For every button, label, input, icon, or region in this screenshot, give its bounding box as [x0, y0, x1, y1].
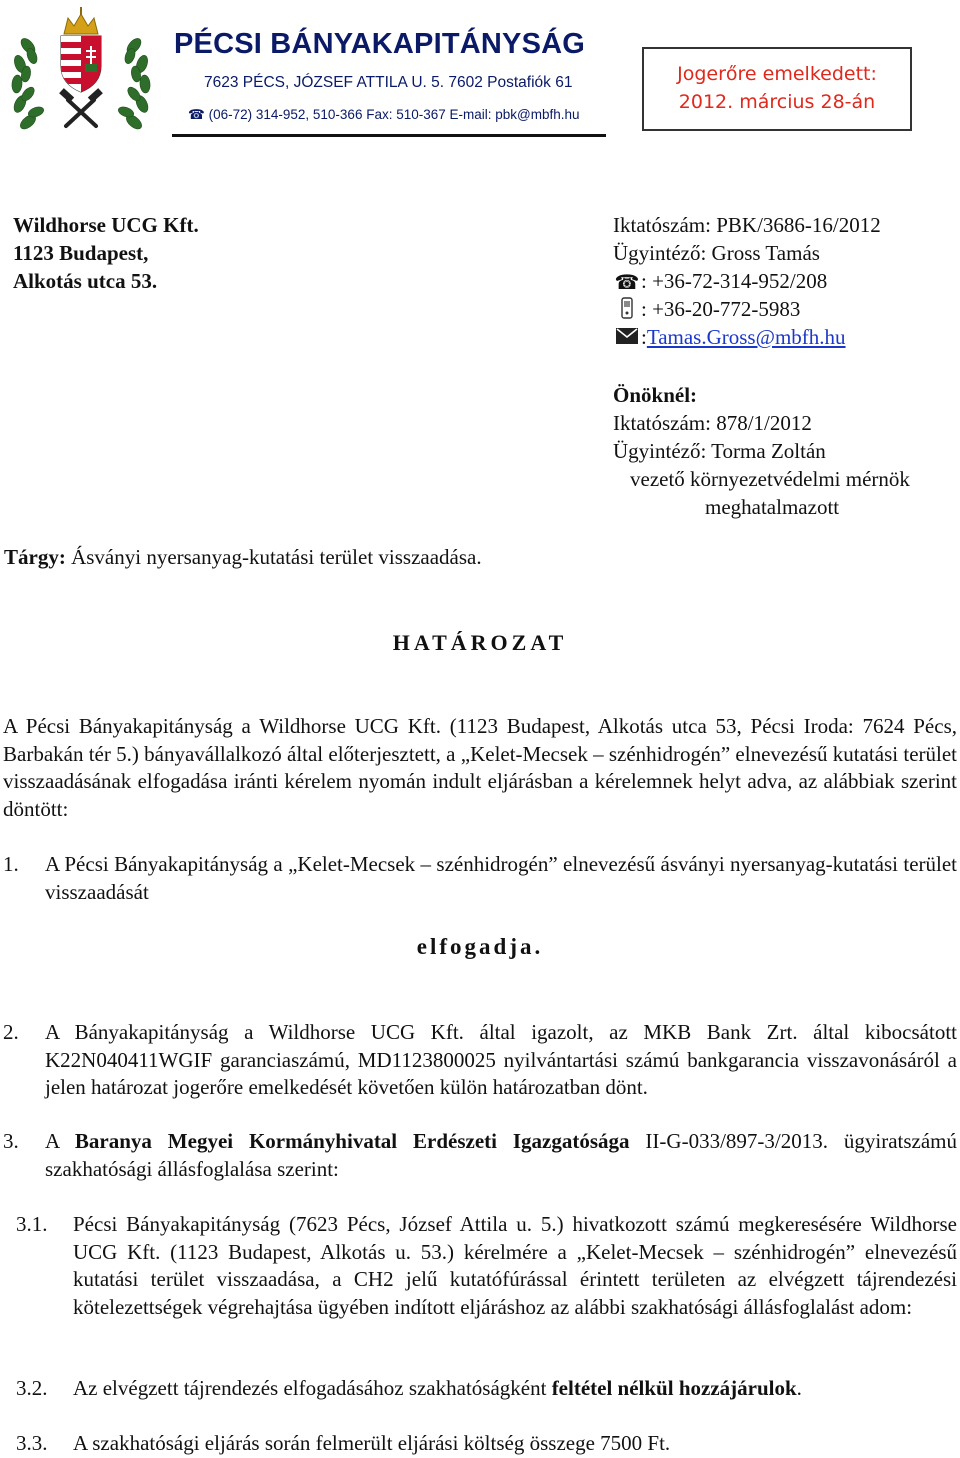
subject-line	[4, 545, 482, 570]
decision-item-3-2	[16, 1375, 957, 1403]
header-rule	[172, 134, 606, 137]
reference-email-prefix: :	[641, 325, 647, 349]
organization-name: PÉCSI BÁNYAKAPITÁNYSÁG	[174, 28, 586, 60]
reference-file-number: Iktatószám: PBK/3686-16/2012	[613, 213, 881, 237]
item-text-pre: Az elvégzett tájrendezés elfogadásához szakhatóságként	[73, 1376, 552, 1400]
item-number: 3.3.	[16, 1431, 48, 1455]
reference-email-link[interactable]: Tamas.Gross@mbfh.hu	[646, 325, 846, 349]
accepts-verdict: elfogadja.	[416, 934, 544, 959]
item-number: 2.	[3, 1020, 19, 1044]
their-reference-officer: Ügyintéző: Torma Zoltán	[613, 439, 826, 463]
reference-mobile-row	[613, 295, 881, 323]
phone-icon: ☎	[188, 107, 205, 122]
recipient-name: Wildhorse UCG Kft.	[13, 213, 199, 237]
item-text: A Bányakapitányság a Wildhorse UCG Kft. által igazolt, az MKB Bank Zrt. által kibocsátott K22N040411WGIF garanciaszámú, MD1123800025 nyilvántartási számú bankgarancia visszavonásáról a jelen határozat jogerőre emelkedését követően külön határozatban dönt.	[45, 1020, 957, 1099]
reference-phone-row	[613, 267, 881, 295]
subject-label: Tárgy:	[4, 545, 66, 569]
decision-title: HATÁROZAT	[392, 630, 568, 655]
stamp-line-1: Jogerőre emelkedett:	[677, 63, 877, 85]
subject-text: Ásványi nyersanyag-kutatási terület visszaadása.	[65, 545, 482, 569]
envelope-icon	[613, 325, 641, 349]
decision-item-1	[3, 851, 957, 906]
item-text-consent: feltétel nélkül hozzájárulok	[551, 1376, 797, 1400]
item-text	[73, 1375, 957, 1403]
decision-item-3-3	[16, 1430, 957, 1458]
item-text-post: .	[796, 1376, 802, 1400]
organization-contact	[188, 107, 580, 123]
recipient-street: Alkotás utca 53.	[13, 269, 158, 293]
intro-paragraph: A Pécsi Bányakapitányság a Wildhorse UCG Kft. (1123 Budapest, Alkotás utca 53, Pécsi Iroda: 7624 Pécs, Barbakán tér 5.) bányavállalkozó által előterjesztett, a „Kelet-Mecsek – szénhidrogén” elnevezésű kutatási terület visszaadásának elfogadása iránti kérelem nyomán indult eljárásban a kérelemnek helyt adva, az alábbiak szerint döntött:	[3, 714, 957, 821]
hungarian-coat-of-arms-icon	[6, 4, 156, 150]
legal-effect-stamp	[642, 47, 912, 131]
reference-officer: Ügyintéző: Gross Tamás	[613, 241, 820, 265]
mobile-phone-icon	[613, 297, 641, 321]
their-reference-heading: Önöknél:	[613, 383, 698, 407]
stamp-line-2: 2012. március 28-án	[678, 91, 876, 113]
their-reference-block	[613, 381, 910, 521]
decision-item-3	[3, 1128, 957, 1183]
item-text-authority: Baranya Megyei Kormányhivatal Erdészeti Igazgatósága	[74, 1129, 630, 1153]
reference-mobile: : +36-20-772-5983	[641, 297, 801, 321]
reference-block	[613, 211, 881, 351]
reference-email-row	[613, 323, 881, 351]
their-reference-role-1: vezető környezetvédelmi mérnök	[630, 467, 910, 491]
decision-item-3-1	[16, 1211, 957, 1321]
item-text: Pécsi Bányakapitányság (7623 Pécs, József Attila u. 5.) hivatkozott számú megkeresésére Wildhorse UCG Kft. (1123 Budapest, Alkotás u. 53.) kérelmére a „Kelet-Mecsek – szénhidrogén” elnevezésű kutatási terület visszaadása, a CH2 jelű kutatófúrással érintett területen az elvégzett tájrendezési kötelezettségek végrehajtása ügyében indított eljáráshoz az alábbi szakhatósági állásfoglalást adom:	[73, 1212, 957, 1319]
item-number: 3.1.	[16, 1212, 48, 1236]
telephone-icon: ☎	[614, 272, 640, 294]
item-number: 1.	[3, 852, 19, 876]
item-number: 3.2.	[16, 1376, 48, 1400]
item-text: A szakhatósági eljárás során felmerült eljárási költség összege 7500 Ft.	[73, 1431, 671, 1455]
item-text-post: II-G-033/897-3/2013. ügyiratszámú szakhatósági állásfoglalása szerint:	[45, 1129, 957, 1181]
reference-phone: : +36-72-314-952/208	[641, 269, 828, 293]
item-text: A Pécsi Bányakapitányság a „Kelet-Mecsek – szénhidrogén” elnevezésű ásványi nyersanyag-kutatási terület visszaadását	[45, 852, 957, 904]
their-reference-file-number: Iktatószám: 878/1/2012	[613, 411, 812, 435]
decision-item-2	[3, 1019, 957, 1102]
recipient-address	[13, 211, 199, 295]
organization-address: 7623 PÉCS, JÓZSEF ATTILA U. 5. 7602 Postafiók 61	[204, 74, 573, 91]
item-text-pre: A	[45, 1129, 75, 1153]
organization-contact-text: (06-72) 314-952, 510-366 Fax: 510-367 E-mail: pbk@mbfh.hu	[208, 107, 580, 122]
their-reference-role-2: meghatalmazott	[705, 495, 840, 519]
recipient-city: 1123 Budapest,	[13, 241, 149, 265]
item-text	[45, 1128, 957, 1183]
item-number: 3.	[3, 1129, 19, 1153]
